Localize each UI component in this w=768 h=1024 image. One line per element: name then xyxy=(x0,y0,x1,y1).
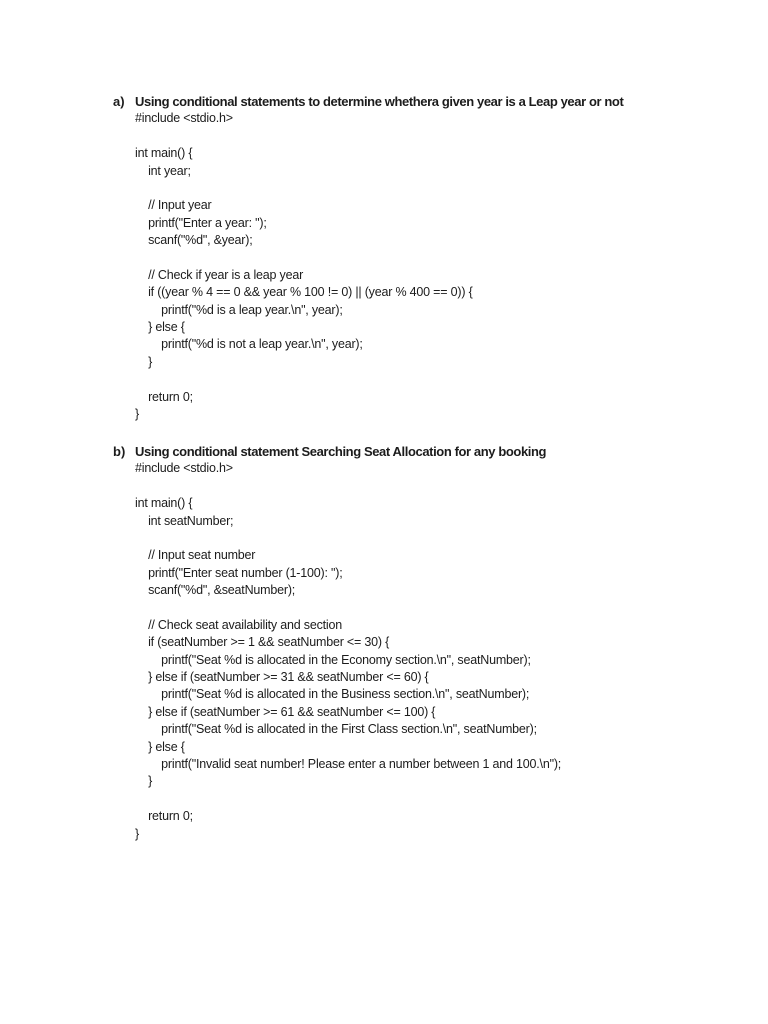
code-line: } xyxy=(135,354,153,369)
code-line: return 0; xyxy=(135,389,193,404)
code-line: // Input seat number xyxy=(135,548,256,563)
code-line: } else { xyxy=(135,739,185,754)
section-a xyxy=(113,93,753,423)
code-line: #include <stdio.h> xyxy=(135,111,233,126)
code-line xyxy=(135,478,753,495)
section-b xyxy=(113,443,753,843)
code-block xyxy=(135,110,753,423)
code-line: return 0; xyxy=(135,809,193,824)
code-line: if ((year % 4 == 0 && year % 100 != 0) || (year % 400 == 0)) { xyxy=(135,285,473,300)
code-line: } else { xyxy=(135,320,185,335)
code-line xyxy=(135,128,753,145)
code-line: printf("Invalid seat number! Please enter a number between 1 and 100.\n"); xyxy=(135,757,562,772)
code-line xyxy=(135,791,753,808)
code-line: } xyxy=(135,407,139,422)
code-line: // Input year xyxy=(135,198,212,213)
code-line: if (seatNumber >= 1 && seatNumber <= 30) { xyxy=(135,635,390,650)
code-line: printf("Seat %d is allocated in the First Class section.\n", seatNumber); xyxy=(135,722,537,737)
code-line: } xyxy=(135,774,153,789)
code-line xyxy=(135,371,753,388)
code-line: printf("Seat %d is allocated in the Business section.\n", seatNumber); xyxy=(135,687,530,702)
code-line: printf("%d is not a leap year.\n", year); xyxy=(135,337,363,352)
code-line: printf("%d is a leap year.\n", year); xyxy=(135,302,343,317)
code-line xyxy=(135,600,753,617)
code-line: // Check if year is a leap year xyxy=(135,267,304,282)
code-line xyxy=(135,250,753,267)
code-line: printf("Enter seat number (1-100): "); xyxy=(135,565,343,580)
code-block xyxy=(135,460,753,843)
code-line: // Check seat availability and section xyxy=(135,617,342,632)
code-line: } else if (seatNumber >= 61 && seatNumber <= 100) { xyxy=(135,704,436,719)
section-label: a) xyxy=(113,94,125,109)
code-line: int seatNumber; xyxy=(135,513,234,528)
code-line xyxy=(135,180,753,197)
section-title: Using conditional statement Searching Seat Allocation for any booking xyxy=(135,444,547,459)
code-line: #include <stdio.h> xyxy=(135,461,233,476)
code-line: int main() { xyxy=(135,496,193,511)
code-line: printf("Enter a year: "); xyxy=(135,215,267,230)
section-label: b) xyxy=(113,444,126,459)
code-line: printf("Seat %d is allocated in the Economy section.\n", seatNumber); xyxy=(135,652,531,667)
code-line xyxy=(135,530,753,547)
section-title: Using conditional statements to determine whethera given year is a Leap year or not xyxy=(135,94,624,109)
code-line: int main() { xyxy=(135,146,193,161)
section-heading xyxy=(113,93,753,110)
code-line: } else if (seatNumber >= 31 && seatNumber <= 60) { xyxy=(135,670,429,685)
code-line: scanf("%d", &year); xyxy=(135,233,253,248)
section-heading xyxy=(113,443,753,460)
code-line: } xyxy=(135,826,139,841)
code-line: int year; xyxy=(135,163,191,178)
code-line: scanf("%d", &seatNumber); xyxy=(135,583,296,598)
